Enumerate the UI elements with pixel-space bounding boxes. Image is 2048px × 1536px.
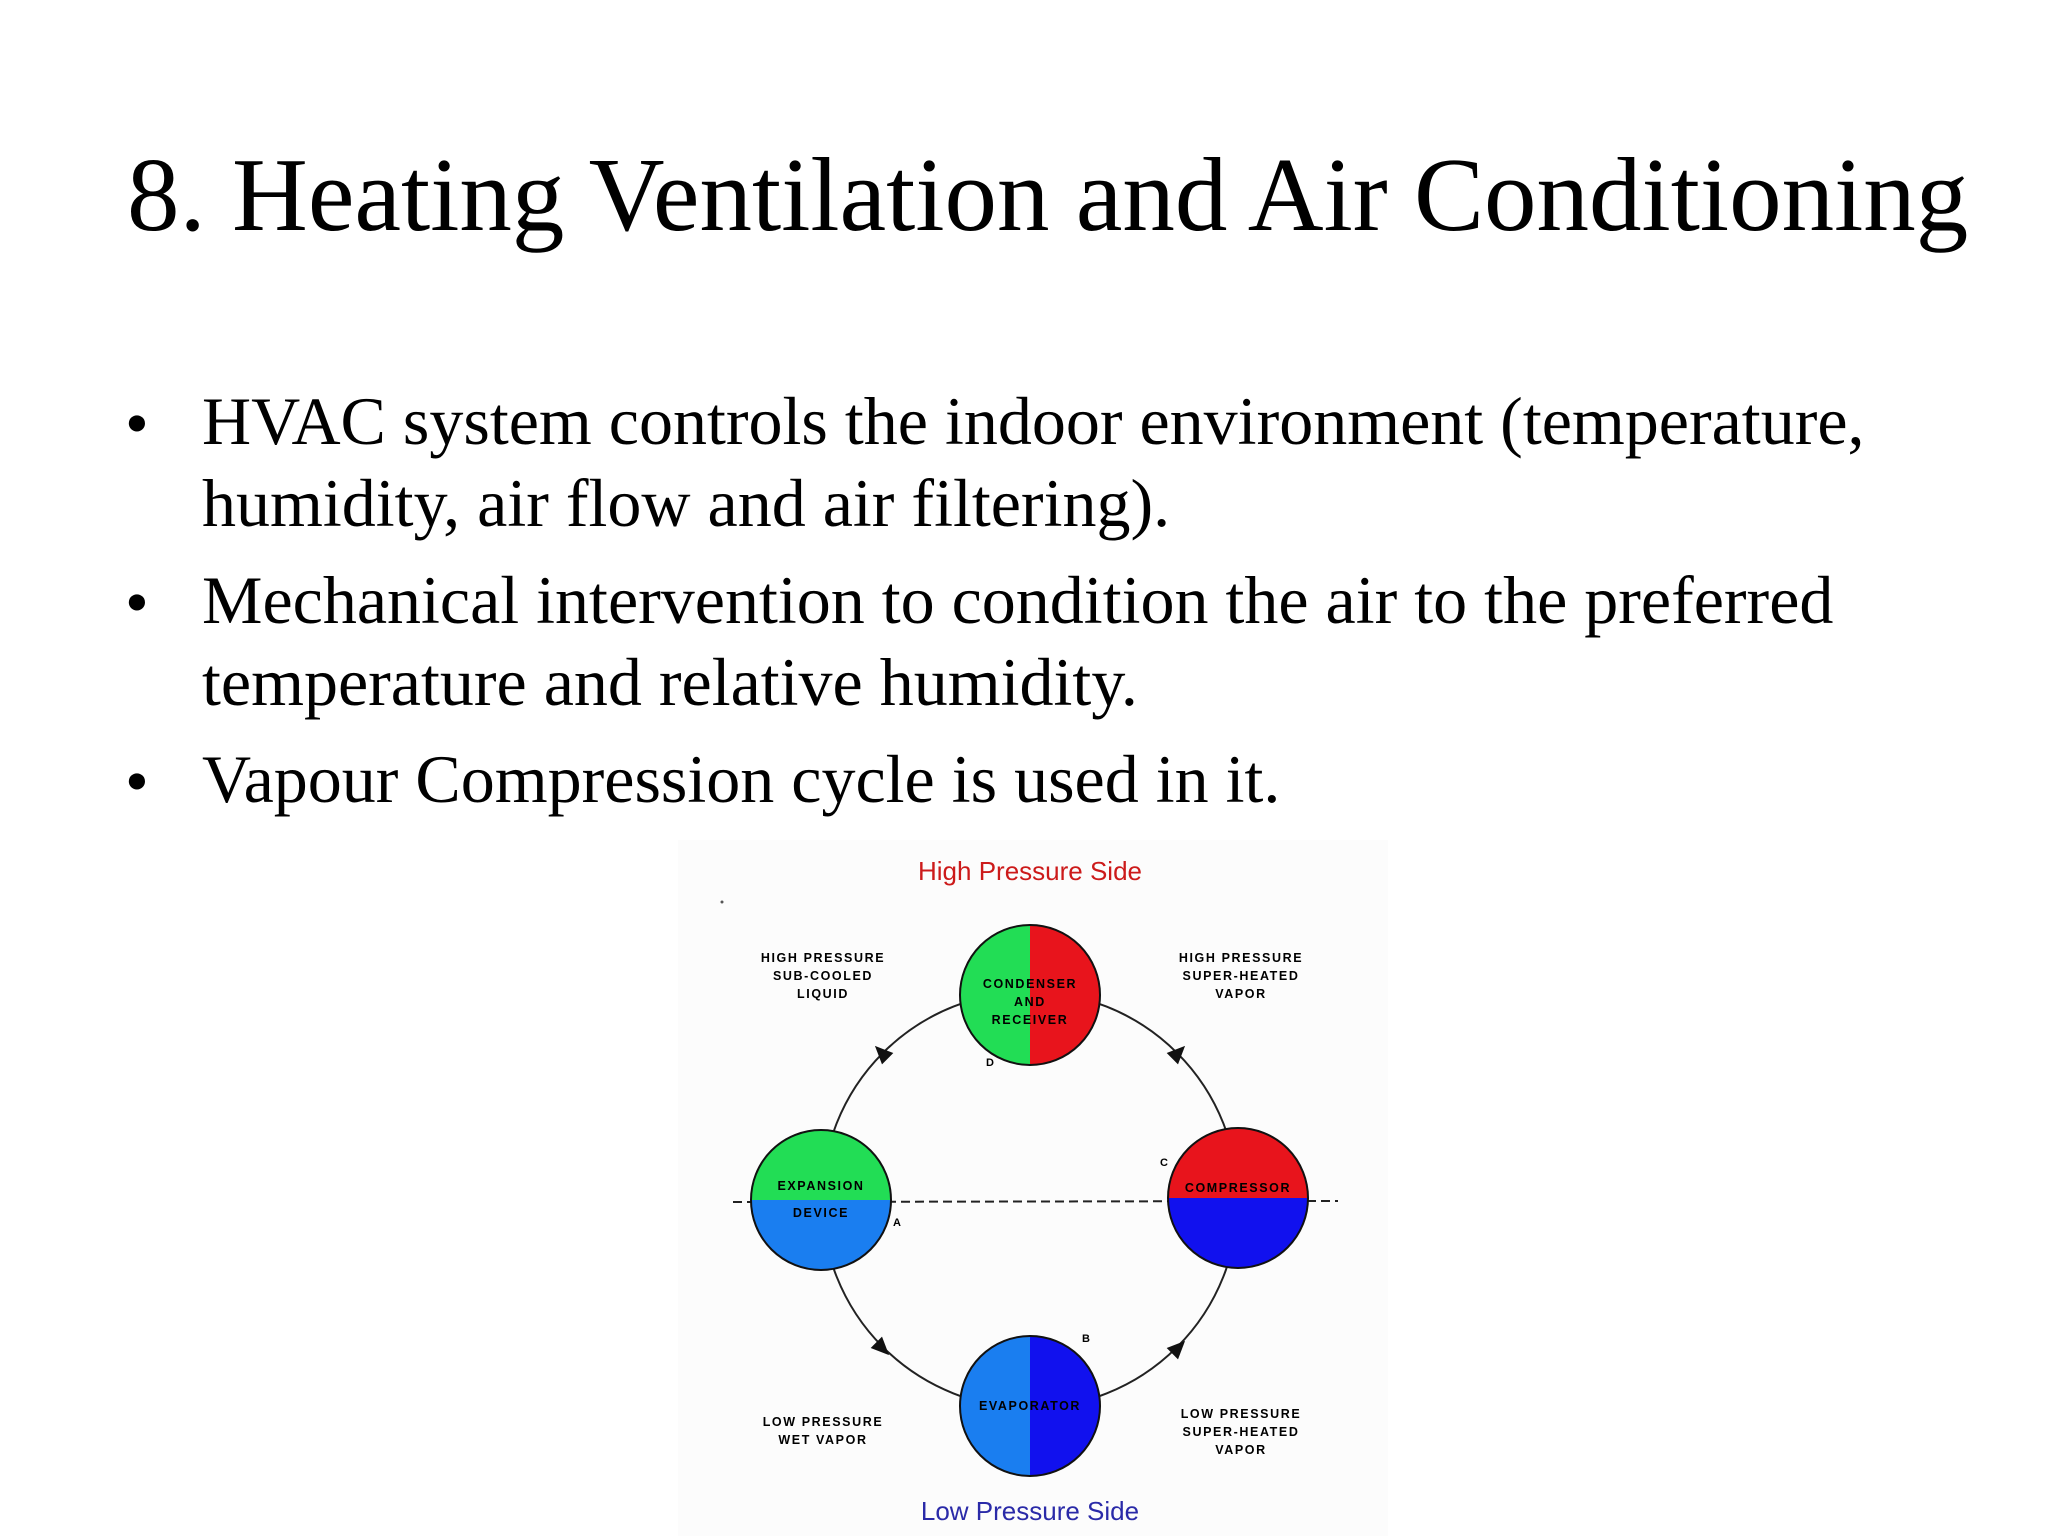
state-label-top-left: SUB-COOLED [772,969,874,983]
bullet-marker: • [125,743,149,819]
state-label-top-right: HIGH PRESSURE [1178,951,1304,965]
compressor-component [1168,1128,1308,1268]
bullet-marker: • [125,564,149,640]
bullet-line: HVAC system controls the indoor environment (temperature, [202,383,1865,459]
expansion-label: EXPANSION [777,1179,865,1193]
scan-speck [721,901,724,904]
state-label-bottom-left: WET VAPOR [778,1433,868,1447]
condenser-label: RECEIVER [991,1013,1069,1027]
condenser-receiver-component [960,925,1100,1065]
low-pressure-side-label: Low Pressure Side [920,1496,1140,1526]
compressor-label: COMPRESSOR [1184,1181,1292,1195]
condenser-label: CONDENSER [982,977,1078,991]
bullet-line: Mechanical intervention to condition the air to the preferred [202,562,1834,638]
bullet-line: humidity, air flow and air filtering). [202,465,1171,541]
state-label-top-left: HIGH PRESSURE [760,951,886,965]
condenser-label: AND [1014,995,1046,1009]
point-label-a: A [893,1217,901,1229]
vapour-compression-diagram [678,840,1388,1536]
bullet-line: temperature and relative humidity. [202,644,1138,720]
evaporator-label: EVAPORATOR [978,1399,1082,1413]
point-label-d: D [986,1057,994,1069]
expansion-label: DEVICE [792,1206,850,1220]
evaporator-component [960,1336,1100,1476]
state-label-top-right: SUPER-HEATED [1182,969,1300,983]
state-label-bottom-right: SUPER-HEATED [1182,1425,1300,1439]
point-label-c: C [1160,1157,1168,1169]
state-label-top-right: VAPOR [1215,987,1267,1001]
slide-title: 8. Heating Ventilation and Air Conditioning [127,136,1969,253]
state-label-bottom-right: LOW PRESSURE [1180,1407,1302,1421]
high-pressure-side-label: High Pressure Side [918,856,1142,886]
state-label-bottom-left: LOW PRESSURE [762,1415,884,1429]
state-label-top-left: LIQUID [797,987,849,1001]
bullet-line: Vapour Compression cycle is used in it. [202,741,1281,817]
point-label-b: B [1082,1333,1090,1345]
bullet-marker: • [125,385,149,461]
expansion-device-component [751,1130,891,1270]
state-label-bottom-right: VAPOR [1215,1443,1267,1457]
